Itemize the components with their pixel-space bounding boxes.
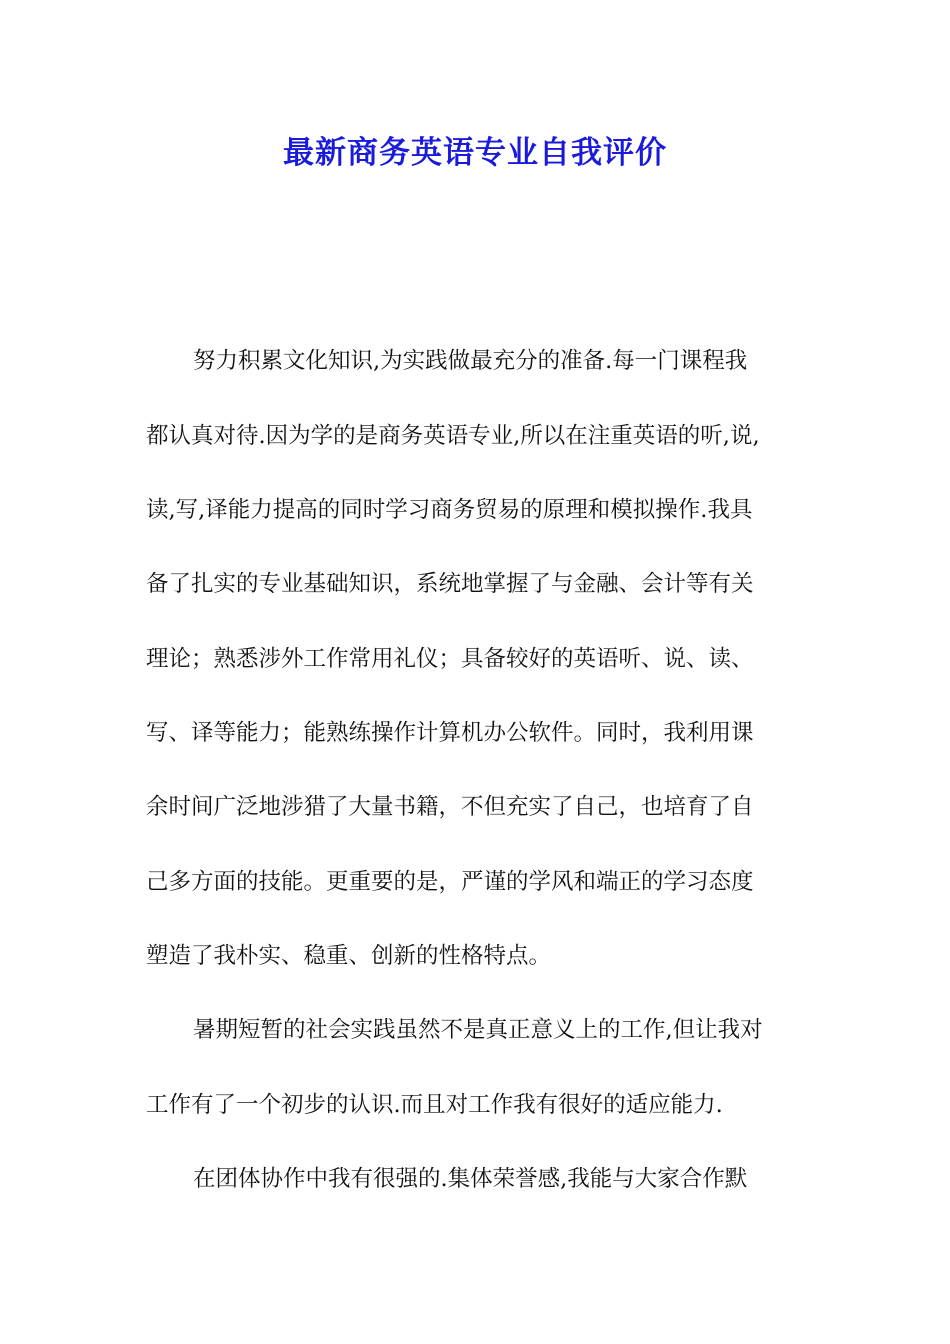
paragraph-line: 暑期短暂的社会实践虽然不是真正意义上的工作,但让我对	[193, 1017, 763, 1043]
paragraph-line: 努力积累文化知识,为实践做最充分的准备.每一门课程我	[193, 348, 748, 374]
paragraph-line: 都认真对待.因为学的是商务英语专业,所以在注重英语的听,说,	[146, 423, 760, 449]
paragraph-line: 理论；熟悉涉外工作常用礼仪；具备较好的英语听、说、读、	[146, 646, 754, 672]
paragraph-line: 备了扎实的专业基础知识，系统地掌握了与金融、会计等有关	[146, 571, 754, 597]
document-title: 最新商务英语专业自我评价	[283, 135, 667, 171]
paragraph-line: 己多方面的技能。更重要的是，严谨的学风和端正的学习态度	[146, 869, 754, 895]
paragraph-line: 余时间广泛地涉猎了大量书籍，不但充实了自己，也培育了自	[146, 794, 754, 820]
paragraph-line: 读,写,译能力提高的同时学习商务贸易的原理和模拟操作.我具	[146, 497, 753, 523]
paragraph-line: 塑造了我朴实、稳重、创新的性格特点。	[146, 943, 552, 969]
paragraph-line: 工作有了一个初步的认识.而且对工作我有很好的适应能力.	[146, 1092, 723, 1118]
paragraph-line: 在团体协作中我有很强的.集体荣誉感,我能与大家合作默	[193, 1166, 748, 1192]
paragraph-line: 写、译等能力；能熟练操作计算机办公软件。同时，我利用课	[146, 720, 754, 746]
